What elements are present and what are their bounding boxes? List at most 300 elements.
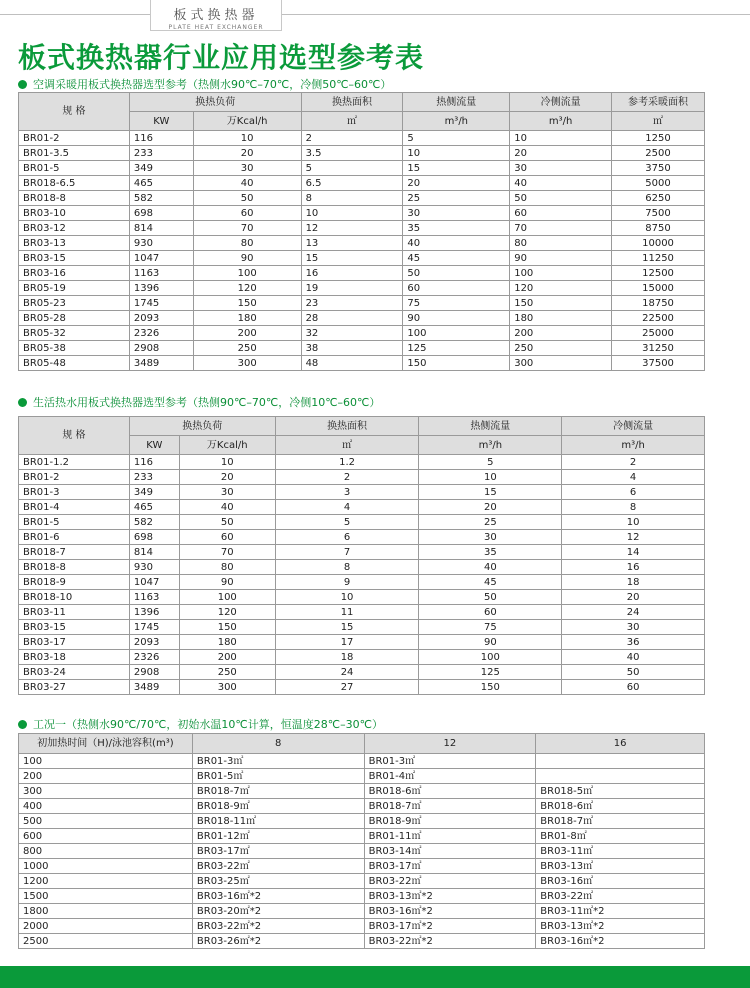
table-cell: 2908	[129, 341, 193, 356]
table-cell: 35	[419, 545, 562, 560]
th-ref-area: 参考采暖面积	[612, 93, 705, 112]
section-2-text: 生活热水用板式换热器选型参考（热侧90℃–70℃，冷侧10℃–60℃）	[33, 396, 381, 409]
table-cell: BR018-9㎡	[364, 814, 536, 829]
table-cell: BR01-3㎡	[364, 754, 536, 769]
table-cell: 6.5	[301, 176, 403, 191]
table-cell: 20	[403, 176, 510, 191]
table-cell: 20	[193, 146, 301, 161]
table-hot-water	[18, 416, 705, 695]
footer-bar	[0, 966, 750, 988]
table-cell: 100	[403, 326, 510, 341]
table-cell: 20	[419, 500, 562, 515]
table-row	[19, 161, 705, 176]
table-cell: 12500	[612, 266, 705, 281]
table-row	[19, 919, 705, 934]
table-cell: BR03-22㎡*2	[192, 919, 364, 934]
table-cell: BR03-15	[19, 620, 130, 635]
table-cell: 13	[301, 236, 403, 251]
page-title: 板式换热器行业应用选型参考表	[18, 41, 425, 74]
table-cell: 1163	[129, 590, 179, 605]
table-cell: 12	[562, 530, 705, 545]
table-cell: 30	[193, 161, 301, 176]
table-cell: BR03-18	[19, 650, 130, 665]
table-cell: BR03-16㎡*2	[536, 934, 705, 949]
table-cell: BR03-22㎡	[364, 874, 536, 889]
table-cell: 200	[19, 769, 193, 784]
header-rule-left	[0, 14, 150, 15]
table-cell: 50	[510, 191, 612, 206]
table-cell: 60	[510, 206, 612, 221]
table-cell: 60	[179, 530, 275, 545]
section-1-text: 空调采暖用板式换热器选型参考（热侧水90℃–70℃，冷侧50℃–60℃）	[33, 78, 392, 91]
table-row	[19, 769, 705, 784]
table-cell: 200	[510, 326, 612, 341]
table-cell: 70	[510, 221, 612, 236]
table-cell: 1047	[129, 251, 193, 266]
table-cell: 582	[129, 515, 179, 530]
table-row	[19, 889, 705, 904]
table-row	[19, 281, 705, 296]
th-unit-hot: m³/h	[403, 112, 510, 131]
table-cell: 150	[419, 680, 562, 695]
table-cell: BR01-12㎡	[192, 829, 364, 844]
th-load: 换热负荷	[129, 417, 275, 436]
table-cell: 150	[179, 620, 275, 635]
section-2-caption	[18, 394, 380, 410]
table-cell: 2908	[129, 665, 179, 680]
table-cell: 150	[403, 356, 510, 371]
table-row	[19, 146, 705, 161]
table-cell: BR01-5	[19, 515, 130, 530]
table-cell: 11250	[612, 251, 705, 266]
table-row	[19, 874, 705, 889]
table-row	[19, 545, 705, 560]
th-unit-kcal: 万Kcal/h	[193, 112, 301, 131]
table-cell: BR01-2	[19, 470, 130, 485]
table-hvac	[18, 92, 705, 371]
table-cell: BR018-9	[19, 575, 130, 590]
table-row	[19, 829, 705, 844]
table-cell: BR03-16㎡	[536, 874, 705, 889]
table-cell: BR01-3㎡	[192, 754, 364, 769]
table-cell: 40	[510, 176, 612, 191]
table-cell: 38	[301, 341, 403, 356]
table-cell: 10	[562, 515, 705, 530]
table-cell: 3489	[129, 680, 179, 695]
table-cell: 930	[129, 560, 179, 575]
table-cell: BR05-19	[19, 281, 130, 296]
th-unit-kw: KW	[129, 436, 179, 455]
table-cell: 48	[301, 356, 403, 371]
table-cell: 15	[301, 251, 403, 266]
table-cell: 40	[403, 236, 510, 251]
table-cell: 180	[193, 311, 301, 326]
table-cell: 1396	[129, 605, 179, 620]
bullet-icon	[18, 80, 27, 89]
table-cell: BR03-17㎡	[364, 859, 536, 874]
th-spec: 规 格	[19, 93, 130, 131]
table-cell: 250	[510, 341, 612, 356]
table-cell: 120	[193, 281, 301, 296]
table-cell: 500	[19, 814, 193, 829]
table-cell: 233	[129, 470, 179, 485]
table-cell	[536, 754, 705, 769]
table-cell: 18	[562, 575, 705, 590]
table-cell: 80	[193, 236, 301, 251]
table-cell: 19	[301, 281, 403, 296]
table-cell: 10	[275, 590, 419, 605]
table-cell: BR018-9㎡	[192, 799, 364, 814]
table-cell: 30	[510, 161, 612, 176]
table-cell: 70	[193, 221, 301, 236]
table-cell: 10	[403, 146, 510, 161]
table-cell: 800	[19, 844, 193, 859]
section-3-caption	[18, 716, 383, 732]
table-cell: 18750	[612, 296, 705, 311]
table-cell: 36	[562, 635, 705, 650]
table-row	[19, 470, 705, 485]
table-cell: 4	[562, 470, 705, 485]
table-cell: 465	[129, 500, 179, 515]
table-row	[19, 560, 705, 575]
table-cell: 100	[19, 754, 193, 769]
table-cell: BR03-22㎡	[536, 889, 705, 904]
table-cell: 32	[301, 326, 403, 341]
table-cell: 5	[419, 455, 562, 470]
table-cell: 30	[419, 530, 562, 545]
table-row	[19, 131, 705, 146]
table-cell: 930	[129, 236, 193, 251]
table-cell: 15	[403, 161, 510, 176]
table-cell: 1047	[129, 575, 179, 590]
table-cell: 125	[419, 665, 562, 680]
table-cell: 31250	[612, 341, 705, 356]
th-cold-flow: 冷侧流量	[562, 417, 705, 436]
table-cell: 8750	[612, 221, 705, 236]
th-cold-flow: 冷侧流量	[510, 93, 612, 112]
table-cell: BR018-6㎡	[536, 799, 705, 814]
table-cell: BR03-11㎡*2	[536, 904, 705, 919]
table-cell: 465	[129, 176, 193, 191]
table-cell: 25	[403, 191, 510, 206]
table-cell: BR03-25㎡	[192, 874, 364, 889]
table-row	[19, 799, 705, 814]
table-cell: 180	[179, 635, 275, 650]
table-cell: 100	[179, 590, 275, 605]
table-cell: 30	[403, 206, 510, 221]
table-cell: 75	[403, 296, 510, 311]
table-cell: 80	[179, 560, 275, 575]
table-row	[19, 575, 705, 590]
table-cell: 200	[179, 650, 275, 665]
table-cell: 7	[275, 545, 419, 560]
table-row	[19, 500, 705, 515]
table-cell: 2326	[129, 650, 179, 665]
table-row	[19, 754, 705, 769]
table-row	[19, 635, 705, 650]
table-cell: 300	[19, 784, 193, 799]
table-cell: 1396	[129, 281, 193, 296]
table-cell: 250	[193, 341, 301, 356]
table-cell: 233	[129, 146, 193, 161]
table-cell: 50	[193, 191, 301, 206]
table-row	[19, 176, 705, 191]
table-cell: BR03-26㎡*2	[192, 934, 364, 949]
table-cell: 37500	[612, 356, 705, 371]
table-cell: BR05-38	[19, 341, 130, 356]
table-cell: BR01-4㎡	[364, 769, 536, 784]
table-cell: 6250	[612, 191, 705, 206]
table-cell: BR01-5	[19, 161, 130, 176]
table-cell: 20	[179, 470, 275, 485]
th-unit-kw: KW	[129, 112, 193, 131]
table-row	[19, 311, 705, 326]
table-cell: 8	[301, 191, 403, 206]
table-cell: BR01-11㎡	[364, 829, 536, 844]
th-unit-cold: m³/h	[510, 112, 612, 131]
table-cell: BR05-48	[19, 356, 130, 371]
table-cell: BR05-32	[19, 326, 130, 341]
table-cell: 50	[179, 515, 275, 530]
table-cell: BR03-22㎡*2	[364, 934, 536, 949]
table-row	[19, 485, 705, 500]
table-cell: BR03-24	[19, 665, 130, 680]
th-hot-flow: 热侧流量	[403, 93, 510, 112]
table-cell: 75	[419, 620, 562, 635]
table-row	[19, 650, 705, 665]
table-cell: 1200	[19, 874, 193, 889]
table-cell: 814	[129, 221, 193, 236]
table-row	[19, 590, 705, 605]
table-cell: 100	[419, 650, 562, 665]
table-cell: 80	[510, 236, 612, 251]
table-row	[19, 934, 705, 949]
table-row	[19, 814, 705, 829]
table-row	[19, 326, 705, 341]
th-area: 换热面积	[301, 93, 403, 112]
table-cell: 100	[510, 266, 612, 281]
table-row	[19, 620, 705, 635]
table-cell: 2500	[19, 934, 193, 949]
table-cell: BR03-13㎡*2	[536, 919, 705, 934]
table-cell: 6	[562, 485, 705, 500]
table-cell: BR03-14㎡	[364, 844, 536, 859]
table-cell: BR03-20㎡*2	[192, 904, 364, 919]
table-cell: 349	[129, 485, 179, 500]
table-cell: 10	[301, 206, 403, 221]
table-cell: 28	[301, 311, 403, 326]
table-cell: 60	[562, 680, 705, 695]
table-cell: 30	[562, 620, 705, 635]
table-cell: 100	[193, 266, 301, 281]
table-cell: 4	[275, 500, 419, 515]
table-cell: BR03-22㎡	[192, 859, 364, 874]
table-cell: 200	[193, 326, 301, 341]
table-cell: 1163	[129, 266, 193, 281]
table-cell: 17	[275, 635, 419, 650]
table-cell: 180	[510, 311, 612, 326]
table-cell: BR01-5㎡	[192, 769, 364, 784]
table-cell: BR01-6	[19, 530, 130, 545]
table-cell: BR03-12	[19, 221, 130, 236]
table-cell: 90	[403, 311, 510, 326]
table-cell: 300	[179, 680, 275, 695]
bullet-icon	[18, 720, 27, 729]
table-row	[19, 515, 705, 530]
table-cell: 698	[129, 530, 179, 545]
table-cell: 90	[193, 251, 301, 266]
th-hot-flow: 热侧流量	[419, 417, 562, 436]
table-cell: BR018-8	[19, 191, 130, 206]
table-cell: BR03-16㎡*2	[364, 904, 536, 919]
table-cell: BR018-7㎡	[536, 814, 705, 829]
bullet-icon	[18, 398, 27, 407]
table-cell: 2	[562, 455, 705, 470]
table-cell: BR03-13㎡	[536, 859, 705, 874]
table-cell: 40	[179, 500, 275, 515]
table-row	[19, 191, 705, 206]
table-cell: BR03-16	[19, 266, 130, 281]
table-cell: 30	[179, 485, 275, 500]
table-cell: 349	[129, 161, 193, 176]
table-cell: 2000	[19, 919, 193, 934]
table-row	[19, 341, 705, 356]
table-cell: 2093	[129, 635, 179, 650]
table-cell: BR03-13	[19, 236, 130, 251]
table-cell: 35	[403, 221, 510, 236]
table-cell: 2326	[129, 326, 193, 341]
table-cell: 3750	[612, 161, 705, 176]
table-cell: 698	[129, 206, 193, 221]
table-cell: 582	[129, 191, 193, 206]
table-cell: BR018-11㎡	[192, 814, 364, 829]
table-cell: 15000	[612, 281, 705, 296]
table-cell: 40	[193, 176, 301, 191]
table-cell: 600	[19, 829, 193, 844]
table-cell: 116	[129, 131, 193, 146]
table-cell: 150	[193, 296, 301, 311]
table-cell: 8	[562, 500, 705, 515]
table-cell: 6	[275, 530, 419, 545]
header-en: PLATE HEAT EXCHANGER	[168, 24, 264, 31]
table-cell: 10000	[612, 236, 705, 251]
table-cell: 45	[403, 251, 510, 266]
table-cell: 24	[562, 605, 705, 620]
table-cell: 15	[419, 485, 562, 500]
table-cell: 11	[275, 605, 419, 620]
table-cell: 23	[301, 296, 403, 311]
table-cell: 60	[403, 281, 510, 296]
table-cell: 2	[301, 131, 403, 146]
table-cell: 1800	[19, 904, 193, 919]
th-unit-cold: m³/h	[562, 436, 705, 455]
table-cell: BR018-7	[19, 545, 130, 560]
table-cell: 90	[510, 251, 612, 266]
table-cell: 5	[301, 161, 403, 176]
table-row	[19, 665, 705, 680]
table-cell: 2	[275, 470, 419, 485]
table-row	[19, 784, 705, 799]
table-row	[19, 236, 705, 251]
header-rule-right	[280, 14, 750, 15]
table-cell: BR03-13㎡*2	[364, 889, 536, 904]
table-row	[19, 680, 705, 695]
th-load: 换热负荷	[129, 93, 301, 112]
table-cell: 20	[510, 146, 612, 161]
table-cell: 50	[419, 590, 562, 605]
table-cell: 14	[562, 545, 705, 560]
table-cell: 5	[403, 131, 510, 146]
table-cell: BR03-17㎡	[192, 844, 364, 859]
table-cell: BR01-8㎡	[536, 829, 705, 844]
table-cell: 9	[275, 575, 419, 590]
table-cell: 116	[129, 455, 179, 470]
table-cell: 1250	[612, 131, 705, 146]
table-cell: BR03-17	[19, 635, 130, 650]
table-row	[19, 296, 705, 311]
table-cell: 7500	[612, 206, 705, 221]
table-cell: 25	[419, 515, 562, 530]
th-unit-hot: m³/h	[419, 436, 562, 455]
table-cell: 90	[419, 635, 562, 650]
table-cell: 5	[275, 515, 419, 530]
table-row	[19, 844, 705, 859]
table-cell: 5000	[612, 176, 705, 191]
table-cell: 18	[275, 650, 419, 665]
table-cell: 25000	[612, 326, 705, 341]
table-cell: 60	[193, 206, 301, 221]
table-cell: 24	[275, 665, 419, 680]
th-hours-12: 12	[364, 734, 536, 754]
table-cell: BR018-8	[19, 560, 130, 575]
table-cell: BR03-27	[19, 680, 130, 695]
table-cell: 16	[562, 560, 705, 575]
table-cell: 3.5	[301, 146, 403, 161]
table-row	[19, 904, 705, 919]
table-cell: 70	[179, 545, 275, 560]
table-cell: BR03-16㎡*2	[192, 889, 364, 904]
table-cell: BR03-15	[19, 251, 130, 266]
table-cell: BR03-11㎡	[536, 844, 705, 859]
table-cell: 250	[179, 665, 275, 680]
table-cell: BR05-28	[19, 311, 130, 326]
th-hours-8: 8	[192, 734, 364, 754]
table-cell: BR01-3	[19, 485, 130, 500]
table-cell: 40	[419, 560, 562, 575]
table-cell: BR018-5㎡	[536, 784, 705, 799]
table-cell: 22500	[612, 311, 705, 326]
table-cell: BR01-2	[19, 131, 130, 146]
th-area: 换热面积	[275, 417, 419, 436]
table-cell: 300	[510, 356, 612, 371]
table-row	[19, 859, 705, 874]
table-cell: 60	[419, 605, 562, 620]
table-cell: 10	[510, 131, 612, 146]
th-spec: 规 格	[19, 417, 130, 455]
table-cell: 40	[562, 650, 705, 665]
table-row	[19, 455, 705, 470]
table-cell: 8	[275, 560, 419, 575]
table-cell: 10	[193, 131, 301, 146]
table-cell: 125	[403, 341, 510, 356]
table-cell: BR01-4	[19, 500, 130, 515]
table-cell: 1500	[19, 889, 193, 904]
table-cell: 1.2	[275, 455, 419, 470]
table-cell: 50	[403, 266, 510, 281]
table-cell: BR018-6㎡	[364, 784, 536, 799]
table-cell: BR05-23	[19, 296, 130, 311]
th-unit-ref: ㎡	[612, 112, 705, 131]
